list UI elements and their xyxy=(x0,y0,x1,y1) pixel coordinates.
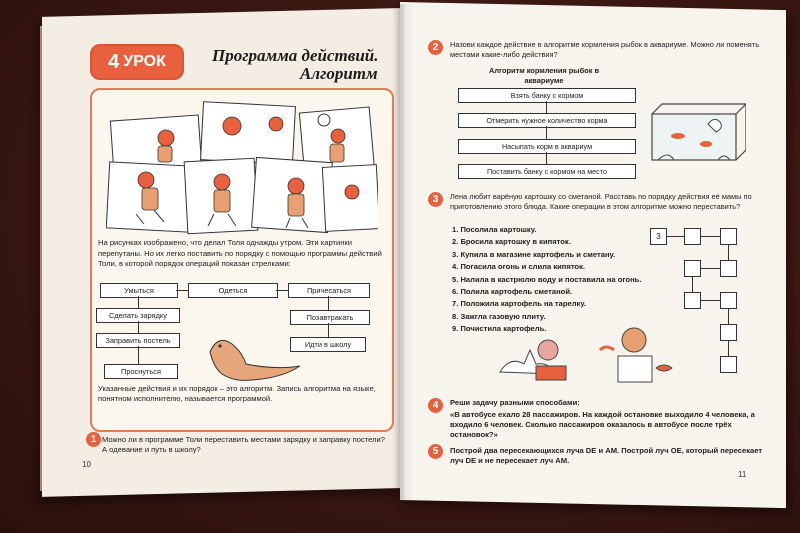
flow-arrow xyxy=(692,276,693,292)
flow-box-pozavtrakat: Позавтракать xyxy=(290,310,370,325)
flow-arrow xyxy=(700,268,720,269)
flow-arrow xyxy=(328,323,329,337)
flow-arrow xyxy=(666,236,684,237)
page-number-right: 11 xyxy=(738,470,747,479)
list-item: 8. Зажгла газовую плиту. xyxy=(452,311,546,321)
lesson-title-line2: Алгоритм xyxy=(300,64,378,83)
flow-arrow xyxy=(728,340,729,356)
lesson-title-line1: Программа действий. xyxy=(212,46,379,65)
answer-square[interactable] xyxy=(720,292,737,309)
flow-box-zaryadka: Сделать зарядку xyxy=(96,308,180,323)
question-3-text: Лена любит варёную картошку со сметаной. Расставь по порядку действия её мамы по приготовлению этого блюда. Какие операции в этом алгоритме можно переставить? xyxy=(450,192,752,211)
flow-arrow xyxy=(700,300,720,301)
question-3-badge: 3 xyxy=(428,192,443,207)
list-item: 4. Погасила огонь и слила кипяток. xyxy=(452,262,585,272)
list-item: 7. Положила картофель на тарелку. xyxy=(452,299,587,309)
fish-step-3: Насыпать корм в аквариум xyxy=(458,139,636,154)
flow-arrow xyxy=(138,346,139,364)
answer-square[interactable] xyxy=(720,324,737,341)
answer-square[interactable]: 3 xyxy=(650,228,667,245)
flow-arrow xyxy=(276,290,288,291)
definition-text: Указанные действия и их порядок – это алгоритм. Запись алгоритма на языке, понятном исполнителю, называется программой. xyxy=(98,384,376,403)
fish-step-1: Взять банку с кормом xyxy=(458,88,636,103)
book-gutter xyxy=(392,4,414,500)
list-item: 9. Почистила картофель. xyxy=(452,324,547,334)
kitchen-illustration xyxy=(496,320,696,390)
flow-box-odetsya: Одеться xyxy=(188,283,278,298)
lesson-number: 4 xyxy=(108,50,120,73)
fish-algorithm-title: Алгоритм кормления рыбок в аквариуме xyxy=(488,66,599,85)
list-item: 3. Купила в магазине картофель и сметану. xyxy=(452,249,616,259)
flow-box-prosnutsya: Проснуться xyxy=(104,364,178,379)
list-item: 5. Налила в кастрюлю воду и поставила на огонь. xyxy=(452,274,642,284)
question-4-problem: «В автобусе ехало 28 пассажиров. На каждой остановке выходило 4 человека, а входило 6 человек. Сколько пассажиров оказалось в автобусе после трёх остановок?» xyxy=(450,410,755,439)
morning-illustration xyxy=(106,96,378,236)
flow-arrow xyxy=(328,296,329,310)
flow-arrow xyxy=(546,152,547,164)
question-2-text: Назови каждое действие в алгоритме кормления рыбок в аквариуме. Можно ли поменять местами какие-либо действия? xyxy=(450,40,760,59)
flow-arrow xyxy=(138,321,139,333)
answer-square[interactable] xyxy=(684,260,701,277)
flow-arrow xyxy=(176,290,188,291)
flow-arrow xyxy=(546,126,547,139)
flow-arrow xyxy=(728,308,729,324)
intro-text: На рисунках изображено, что делал Толя однажды утром. Эти картинки перепутаны. Но их легко поставить по порядку с помощью программы действий Толи, в которой порядок операций показан стрелками: xyxy=(98,238,382,269)
flow-arrow xyxy=(546,101,547,113)
question-5-text: Построй два пересекающихся луча DE и AM. Построй луч OE, который пересекает луч DE и не пересекает луч AM. xyxy=(450,446,763,465)
answer-square[interactable] xyxy=(720,228,737,245)
question-4-badge: 4 xyxy=(428,398,443,413)
flow-arrow xyxy=(728,244,729,260)
flow-arrow xyxy=(138,296,139,308)
aquarium-illustration xyxy=(648,96,746,168)
flow-box-postel: Заправить постель xyxy=(96,333,180,348)
answer-square[interactable] xyxy=(684,228,701,245)
answer-square[interactable] xyxy=(720,356,737,373)
question-4-text: Реши задачу разными способами: xyxy=(450,398,580,407)
list-item: 2. Бросила картошку в кипяток. xyxy=(452,237,571,247)
flow-box-shkola: Идти в школу xyxy=(290,337,366,352)
flow-box-prichesatsya: Причесаться xyxy=(288,283,370,298)
page-number-left: 10 xyxy=(82,460,91,469)
question-1-badge: 1 xyxy=(86,432,101,447)
fish-step-4: Поставить банку с кормом на место xyxy=(458,164,636,179)
answer-square[interactable] xyxy=(720,260,737,277)
fish-step-2: Отмерить нужное количество корма xyxy=(458,113,636,128)
dinosaur-illustration xyxy=(200,330,310,390)
list-item: 1. Посолила картошку. xyxy=(452,225,537,234)
lesson-badge xyxy=(90,44,184,80)
answer-square[interactable] xyxy=(684,292,701,309)
q3-list xyxy=(452,224,672,336)
question-5-badge: 5 xyxy=(428,444,443,459)
question-2-badge: 2 xyxy=(428,40,443,55)
question-1-text: Можно ли в программе Толи переставить местами зарядку и заправку постели? А одевание и путь в школу? xyxy=(102,435,386,454)
list-item: 6. Полила картофель сметаной. xyxy=(452,287,573,297)
lesson-word: УРОК xyxy=(123,53,166,70)
flow-box-umytsya: Умыться xyxy=(100,283,178,298)
flow-arrow xyxy=(700,236,720,237)
